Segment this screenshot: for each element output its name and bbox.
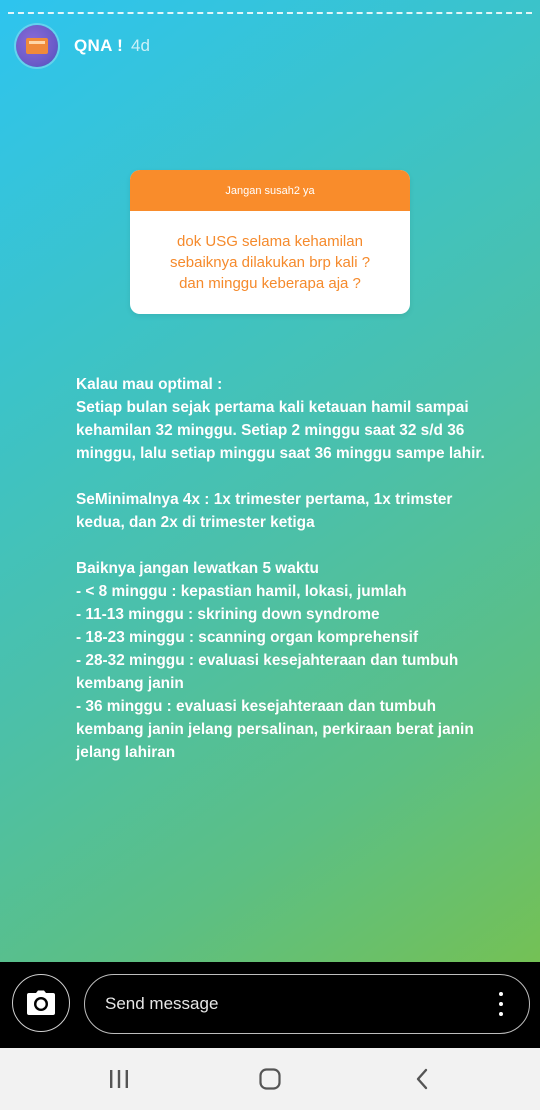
recents-icon xyxy=(108,1069,130,1089)
story-time-ago: 4d xyxy=(131,36,150,55)
question-sticker xyxy=(130,170,410,314)
more-vertical-icon-dot xyxy=(499,1012,503,1016)
story-username[interactable]: QNA ! xyxy=(74,36,124,55)
home-icon xyxy=(258,1067,282,1091)
avatar-logo-icon xyxy=(26,38,48,54)
story-progress-bar xyxy=(8,12,532,14)
question-sticker-header: Jangan susah2 ya xyxy=(130,170,410,211)
back-button[interactable] xyxy=(402,1062,442,1096)
camera-button[interactable] xyxy=(12,974,70,1032)
more-vertical-icon-dot xyxy=(499,1002,503,1006)
reply-bar xyxy=(0,962,540,1048)
home-button[interactable] xyxy=(250,1062,290,1096)
more-vertical-icon xyxy=(499,992,503,996)
question-sticker-text: dok USG selama kehamilan sebaiknya dilakukan brp kali ? dan minggu keberapa aja ? xyxy=(169,233,371,292)
story-header xyxy=(16,24,150,68)
more-options-button[interactable] xyxy=(491,992,511,1016)
system-navigation-bar xyxy=(0,1048,540,1110)
profile-avatar[interactable] xyxy=(16,25,58,67)
recents-button[interactable] xyxy=(99,1062,139,1096)
answer-text: Kalau mau optimal : Setiap bulan sejak pertama kali ketauan hamil sampai kehamilan 32 minggu. Setiap 2 minggu saat 32 s/d 36 minggu, lalu setiap minggu saat 36 minggu sampe lahir. SeMinimalnya 4x : 1x trimester pertama, 1x trimster kedua, dan 2x di trimester ketiga Baiknya jangan lewatkan 5 waktu - < 8 minggu : kepastian hamil, lokasi, jumlah - 11-13 minggu : skrining down syndrome - 18-23 minggu : scanning organ komprehensif - 28-32 minggu : evaluasi kesejahteraan dan tumbuh kembang janin - 36 minggu : evaluasi kesejahteraan dan tumbuh kembang janin jelang persalinan, perkiraan berat janin jelang lahiran xyxy=(76,376,485,761)
send-message-input[interactable] xyxy=(105,975,465,1032)
message-box xyxy=(84,974,530,1034)
back-icon xyxy=(414,1067,430,1091)
camera-icon xyxy=(26,990,56,1016)
